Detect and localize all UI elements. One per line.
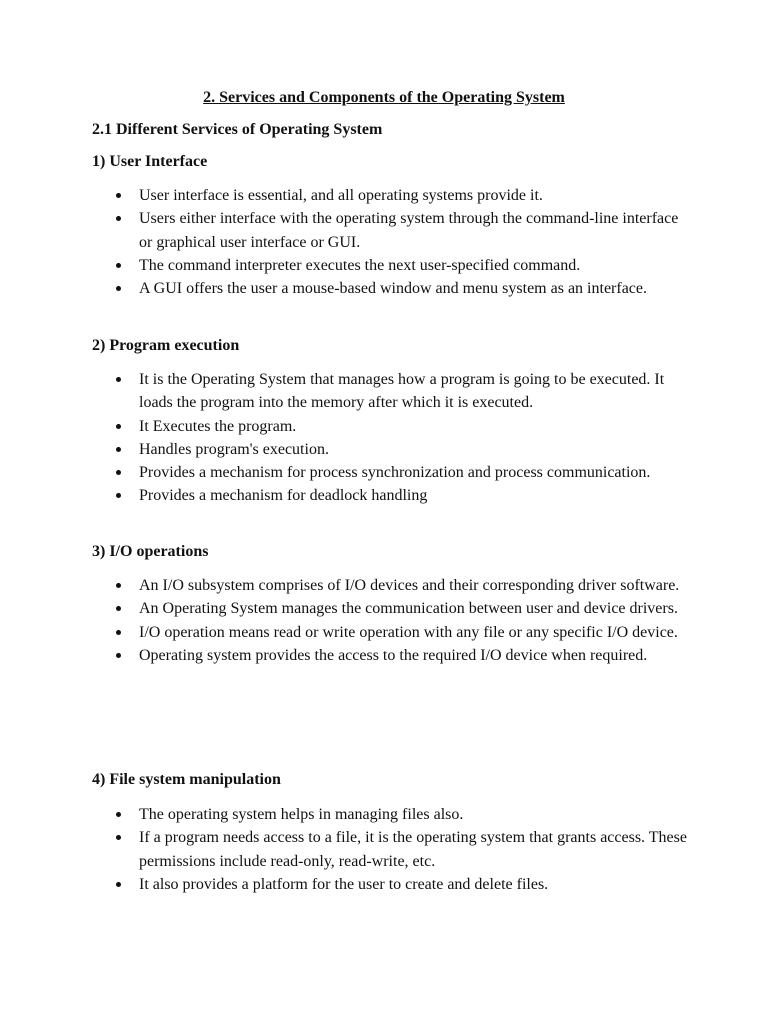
list-item [92, 873, 692, 896]
list-item-text: It is the Operating System that manages how a program is going to be executed. It loads the program into the memory after which it is executed. [139, 371, 665, 412]
bullet-icon [116, 193, 121, 198]
list-item [92, 621, 692, 644]
list-item-text: Handles program's execution. [139, 440, 329, 458]
list-item [92, 184, 692, 207]
section-subtitle: 2.1 Different Services of Operating System [92, 121, 383, 138]
list-item [92, 574, 692, 597]
list-item-text: Users either interface with the operating system through the command-line interface or graphical user interface or GUI. [139, 210, 679, 251]
bullet-icon [116, 286, 121, 291]
bullet-icon [116, 812, 121, 817]
list-item [92, 644, 692, 667]
list-item-text: It also provides a platform for the user to create and delete files. [139, 875, 549, 893]
list-item-text: An Operating System manages the communication between user and device drivers. [139, 600, 678, 618]
list-item [92, 368, 692, 415]
bullet-icon [116, 263, 121, 268]
list-item-text: The command interpreter executes the next user-specified command. [139, 256, 581, 274]
list-item-text: Operating system provides the access to the required I/O device when required. [139, 646, 648, 664]
bullet-icon [116, 377, 121, 382]
bullet-list-program-execution [92, 368, 692, 508]
list-item [92, 826, 692, 873]
list-item [92, 438, 692, 461]
list-item-text: It Executes the program. [139, 417, 297, 435]
bullet-icon [116, 653, 121, 658]
section-heading-user-interface: 1) User Interface [92, 153, 208, 170]
document-title: 2. Services and Components of the Operating System [203, 89, 565, 106]
list-item [92, 207, 692, 254]
bullet-icon [116, 882, 121, 887]
list-item-text: I/O operation means read or write operation with any file or any specific I/O device. [139, 623, 678, 641]
bullet-list-user-interface [92, 184, 692, 300]
list-item-text: If a program needs access to a file, it is the operating system that grants access. These permissions include read-only, read-write, etc. [139, 829, 687, 870]
list-item [92, 254, 692, 277]
bullet-icon [116, 493, 121, 498]
bullet-icon [116, 424, 121, 429]
bullet-icon [116, 583, 121, 588]
list-item [92, 484, 692, 507]
list-item-text: Provides a mechanism for process synchronization and process communication. [139, 464, 651, 482]
bullet-icon [116, 630, 121, 635]
list-item-text: A GUI offers the user a mouse-based window and menu system as an interface. [139, 280, 647, 298]
bullet-icon [116, 606, 121, 611]
bullet-icon [116, 447, 121, 452]
list-item-text: An I/O subsystem comprises of I/O devices and their corresponding driver software. [139, 577, 680, 594]
list-item-text: The operating system helps in managing files also. [139, 806, 464, 823]
bullet-list-io-operations [92, 574, 692, 667]
section-heading-file-system-manipulation: 4) File system manipulation [92, 771, 281, 788]
list-item [92, 803, 692, 826]
section-heading-io-operations: 3) I/O operations [92, 543, 209, 560]
list-item [92, 461, 692, 484]
bullet-icon [116, 470, 121, 475]
list-item-text: User interface is essential, and all operating systems provide it. [139, 187, 543, 204]
list-item [92, 415, 692, 438]
list-item [92, 597, 692, 620]
list-item [92, 277, 692, 300]
bullet-icon [116, 216, 121, 221]
section-heading-program-execution: 2) Program execution [92, 337, 240, 354]
list-item-text: Provides a mechanism for deadlock handling [139, 487, 428, 505]
bullet-list-file-system-manipulation [92, 803, 692, 896]
bullet-icon [116, 835, 121, 840]
